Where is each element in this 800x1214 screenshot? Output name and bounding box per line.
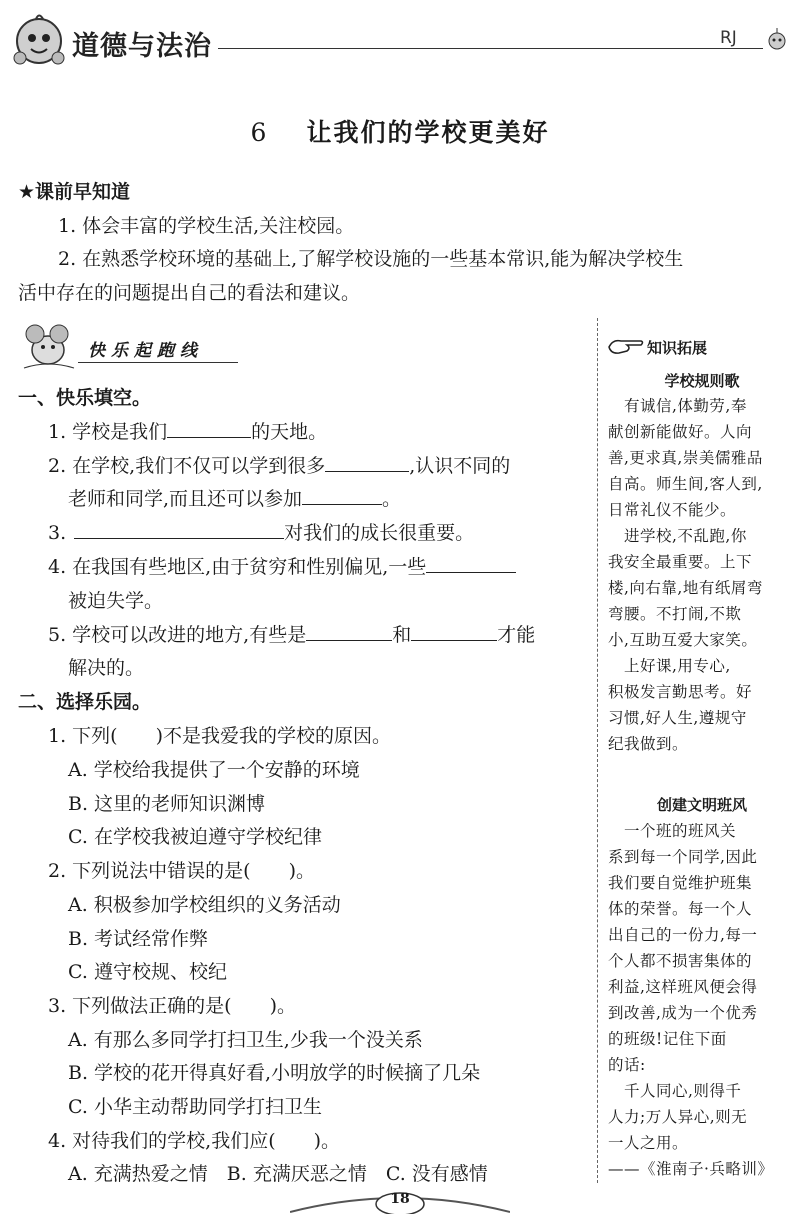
poem-title: 学校规则歌 [664,372,740,390]
mouse-mascot-icon [18,316,78,372]
fill-question-4 [48,553,516,581]
article-title: 创建文明班风 [656,796,747,814]
choice-option[interactable]: C. 小华主动帮助同学打扫卫生 [68,1096,322,1118]
preview-heading: ★课前早知道 [18,181,131,203]
fill-heading: 一、快乐填空。 [18,387,152,409]
choice-heading: 二、选择乐园。 [18,691,152,713]
sidebar-line: 我安全最重要。上下 [608,553,753,571]
sidebar-line: 利益,这样班风便会得 [608,978,758,996]
sidebar-line: 楼,向右靠,地有纸屑弯 [608,579,763,597]
sidebar-line: 上好课,用专心, [608,657,731,675]
sidebar-line: 积极发言勤思考。好 [608,683,753,701]
sidebar-line: 系到每一个同学,因此 [608,848,758,866]
answer-blank[interactable] [302,485,382,505]
sidebar-line: 自高。师生间,客人到, [608,475,763,493]
fill-question-2 [48,452,510,480]
fill-question-1 [48,418,327,446]
sidebar-line: 习惯,好人生,遵规守 [608,709,747,727]
answer-blank[interactable] [306,621,392,641]
lesson-number: 6 [250,118,269,147]
sidebar-line: ——《淮南子·兵略训》 [608,1160,774,1178]
answer-blank[interactable] [167,418,251,438]
preview-point-2b: 活中存在的问题提出自己的看法和建议。 [18,282,361,304]
lesson-title [0,113,800,149]
section-banner-label: 快乐起跑线 [88,341,203,361]
sidebar-line: 出自己的一份力,每一 [608,926,758,944]
header-rule [218,48,763,49]
sidebar-line: 小,互助互爱大家笑。 [608,631,758,649]
sidebar-line: 一个班的班风关 [608,822,737,840]
sidebar-line: 有诚信,体勤劳,奉 [608,397,747,415]
fill-question-2-cont [68,485,401,513]
answer-blank[interactable] [325,452,409,472]
sidebar-heading-text: 知识拓展 [647,338,708,357]
pointing-hand-icon [607,336,645,358]
sidebar-line: 千人同心,则得千 [608,1082,742,1100]
page-number: 18 [390,1191,410,1207]
q5-text-b: 和 [392,624,412,646]
choice-option[interactable]: B. 这里的老师知识渊博 [68,793,266,815]
choice-option[interactable]: A. 积极参加学校组织的义务活动 [68,894,341,916]
sidebar-line: 一人之用。 [608,1134,689,1152]
choice-question-stem: 1. 下列( )不是我爱我的学校的原因。 [48,725,391,747]
answer-blank[interactable] [74,519,284,539]
fill-question-5-cont: 解决的。 [68,657,145,679]
poem-body [608,393,763,757]
q2-text-d: 。 [382,488,402,510]
q2-text-b: ,认识不同的 [409,455,511,477]
subject-title: 道德与法治 [72,31,212,62]
preview-point-1: 1. 体会丰富的学校生活,关注校园。 [58,215,355,237]
preview-point-2a: 2. 在熟悉学校环境的基础上,了解学校设施的一些基本常识,能为解决学校生 [58,248,684,270]
sidebar-line: 的话: [608,1056,646,1074]
sidebar-line: 体的荣誉。每一个人 [608,900,753,918]
sidebar-divider [597,318,598,1183]
lesson-title-text: 让我们的学校更美好 [306,118,550,147]
choice-option[interactable]: A. 学校给我提供了一个安静的环境 [68,759,360,781]
sidebar-line: 人力;万人异心,则无 [608,1108,748,1126]
q3-text-b: 对我们的成长很重要。 [284,522,475,544]
cartoon-mascot-icon [10,14,68,68]
fill-question-5 [48,621,535,649]
banner-rule [78,362,238,363]
q1-text-b: 的天地。 [251,421,328,443]
sidebar-line: 进学校,不乱跑,你 [608,527,747,545]
choice-option[interactable]: C. 遵守校规、校纪 [68,961,227,983]
sidebar-line: 弯腰。不打闹,不欺 [608,605,742,623]
small-mascot-icon [766,26,788,52]
q5-text-a: 5. 学校可以改进的地方,有些是 [48,624,307,646]
sidebar-heading [607,336,707,358]
q3-text-a: 3. [48,522,67,544]
sidebar-line: 日常礼仪不能少。 [608,501,737,519]
sidebar-line: 个人都不损害集体的 [608,952,753,970]
edition-label: RJ [720,28,737,48]
sidebar-line: 善,更求真,崇美儒雅品 [608,449,763,467]
choice-option[interactable]: B. 学校的花开得真好看,小明放学的时候摘了几朵 [68,1062,481,1084]
q5-text-c: 才能 [497,624,536,646]
fill-question-3 [48,519,474,547]
choice-question-stem: 3. 下列做法正确的是( )。 [48,995,296,1017]
choice-question-stem: 2. 下列说法中错误的是( )。 [48,860,315,882]
fill-question-4-cont: 被迫失学。 [68,590,164,612]
answer-blank[interactable] [426,553,516,573]
q4-text-a: 4. 在我国有些地区,由于贫穷和性别偏见,一些 [48,556,427,578]
choice-question-stem: 4. 对待我们的学校,我们应( )。 [48,1130,341,1152]
choice-option[interactable]: B. 考试经常作弊 [68,928,209,950]
q2-text-c: 老师和同学,而且还可以参加 [68,488,303,510]
article-body [608,818,773,1182]
sidebar-line: 纪我做到。 [608,735,689,753]
choice-option[interactable]: A. 有那么多同学打扫卫生,少我一个没关系 [68,1029,423,1051]
q2-text-a: 2. 在学校,我们不仅可以学到很多 [48,455,326,477]
choice-option[interactable]: C. 在学校我被迫遵守学校纪律 [68,826,322,848]
sidebar-line: 到改善,成为一个优秀 [608,1004,758,1022]
q1-text-a: 1. 学校是我们 [48,421,168,443]
answer-blank[interactable] [411,621,497,641]
sidebar-line: 献创新能做好。人向 [608,423,753,441]
sidebar-line: 的班级!记住下面 [608,1030,727,1048]
sidebar-line: 我们要自觉维护班集 [608,874,753,892]
choice-option[interactable]: A. 充满热爱之情 B. 充满厌恶之情 C. 没有感情 [68,1163,488,1185]
